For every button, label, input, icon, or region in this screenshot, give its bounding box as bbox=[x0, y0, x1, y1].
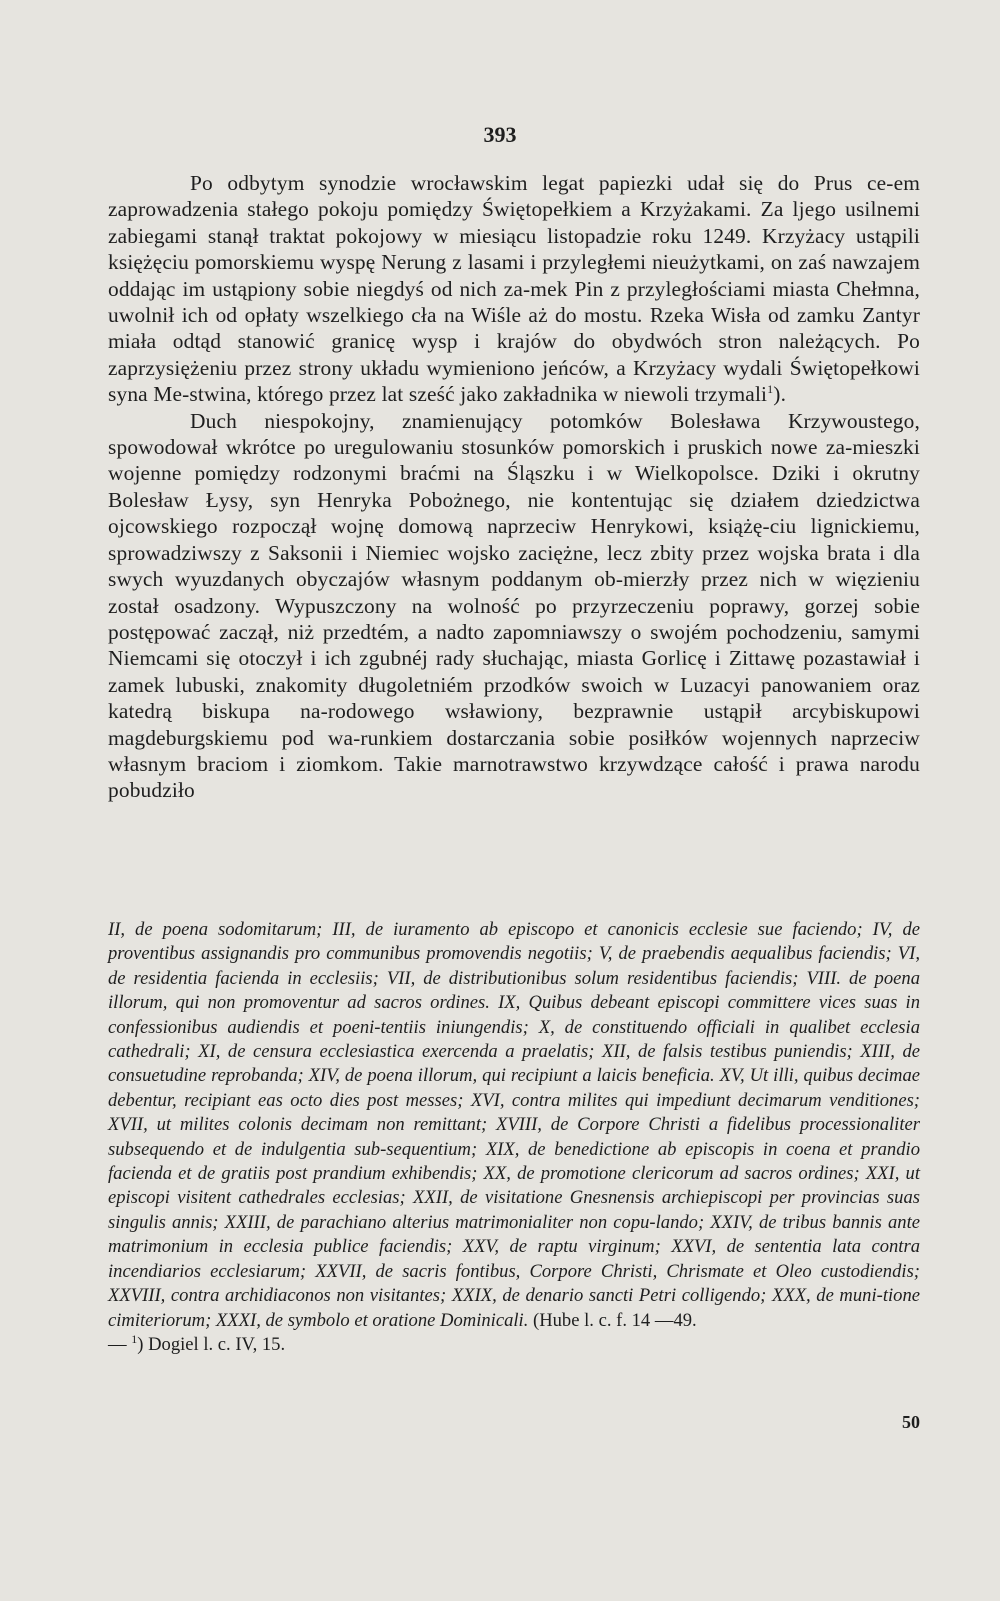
paragraph bbox=[108, 170, 920, 408]
footnote-1-text: ) Dogiel l. c. IV, 15. bbox=[137, 1333, 286, 1355]
printer-signature: 50 bbox=[902, 1412, 920, 1432]
citation-hube: (Hube l. c. f. 14 —49. bbox=[533, 1309, 697, 1331]
page-number: 393 bbox=[483, 122, 517, 147]
statute-list: II, de poena sodomitarum; III, de iuramento ab episcopo et canonicis ecclesie sue faciendo; IV, de proventibus assignandis pro communibus promovendis negotiis; V, de praebendis aequalibus faciendis; VI, de residentia facienda in ecclesiis; VII, de distributionibus solum residentibus faciendis; VIII. de poena illorum, qui non promoventur ad sacros ordines. IX, Quibus debeant episcopi committere vices suas in confessionibus audiendis et poeni-tentiis iniungendis; X, de constituendo officiali in qualibet ecclesia cathedrali; XI, de censura ecclesiastica exercenda a praelatis; XII, de falsis testibus puniendis; XIII, de consuetudine reprobanda; XIV, de poena illorum, qui recipiunt a laicis beneficia. XV, Ut illi, quibus decimae debentur, recipiant eas octo dies post messes; XVI, contra milites qui impediunt decimarum venditiones; XVII, ut milites colonis decimam non remittant; XVIII, de Corpore Christi a fidelibus processionaliter subsequendo et de indulgentia sub-sequentium; XIX, de benedictione ab episcopis in coena et prandio facienda et de gratiis post prandium exhibendis; XX, de promotione clericorum ad sacros ordines; XXI, ut episcopi visitent cathedrales ecclesias; XXII, de visitatione Gnesnensis archiepiscopi per provincias suas singulis annis; XXIII, de parachiano alterius matrimonialiter non copu-lando; XXIV, de tribus bannis ante matrimonium in ecclesia publice faciendis; XXV, de raptu virginum; XXVI, de sententia lata contra incendiarios ecclesiarum; XXVII, de sacris fontibus, Corpore Christi, Chrismate et Oleo custodiendis; XXVIII, contra archidiaconos non visitantes; XXIX, de denario sancti Petri colligendo; XXX, de muni-tione cimiteriorum; XXXI, de symbolo et oratione Dominicali. bbox=[108, 919, 920, 1331]
footnote-dash: — bbox=[108, 1333, 132, 1355]
footnote-mark: 1 bbox=[131, 1331, 138, 1346]
footnote-continuation bbox=[108, 918, 920, 1333]
paragraph-end: ). bbox=[773, 382, 787, 407]
main-text bbox=[108, 170, 920, 804]
paragraph-text: Po odbytym synodzie wrocławskim legat papiezki udał się do Prus ce-em zaprowadzenia stałego pokoju pomiędzy Świętopełkiem a Krzyżakami. Za ljego usilnemi zabiegami stanął traktat pokojowy w miesiącu listopadzie roku 1249. Krzyżacy ustąpili księżęciu pomorskiemu wyspę Nerung z lasami i przyległemi nieużytkami, on zaś nawzajem oddając im ustąpiony sobie niegdyś od nich za-mek Pin z przyległościami miasta Chełmna, uwolnił ich od opłaty wszelkiego cła na Wiśle aż do mostu. Rzeka Wisła od zamku Zantyr miała odtąd stanowić granicę wysp i krajów do obydwóch stron należących. Po zaprzysiężeniu przez strony układu wymieniono jeńców, a Krzyżacy wydali Świętopełkowi syna Me-stwina, którego przez lat sześć jako zakładnika w niewoli trzymali bbox=[108, 171, 920, 407]
footnote-marker[interactable]: 1 bbox=[767, 382, 774, 397]
footnote-1 bbox=[108, 1333, 920, 1357]
paragraph: Duch niespokojny, znamienujący potomków Bolesława Krzywoustego, spowodował wkrótce po uregulowaniu stosunków pomorskich i pruskich nowe za-mieszki wojenne pomiędzy rodzonymi braćmi na Śląszku i w Wielkopolsce. Dziki i okrutny Bolesław Łysy, syn Henryka Pobożnego, nie kontentując się działem dziedzictwa ojcowskiego rozpoczął wojnę domową naprzeciw Henrykowi, książę-ciu lignickiemu, sprowadziwszy z Saksonii i Niemiec wojsko zaciężne, lecz zbity przez wojska brata i dla swych wyuzdanych obyczajów własnym poddanym ob-mierzły przez nich w więzieniu został osadzony. Wypuszczony na wolność po przyrzeczeniu poprawy, gorzej sobie postępować zaczął, niż przedtém, a nadto zapomniawszy o swojém pochodzeniu, samymi Niemcami się otoczył i ich zgubnéj rady słuchając, miasta Gorlicę i Zittawę pozastawiał i zamek lubuski, znakomity długoletniém przodków swoich w Luzacyi panowaniem oraz katedrą biskupa na-rodowego wsławiony, bezprawnie ustąpił arcybiskupowi magdeburgskiemu pod wa-runkiem dostarczania sobie posiłków wojennych naprzeciw własnym braciom i ziomkom. Takie marnotrawstwo krzywdzące całość i prawa narodu pobudziło bbox=[108, 408, 920, 803]
footnotes bbox=[108, 918, 920, 1357]
